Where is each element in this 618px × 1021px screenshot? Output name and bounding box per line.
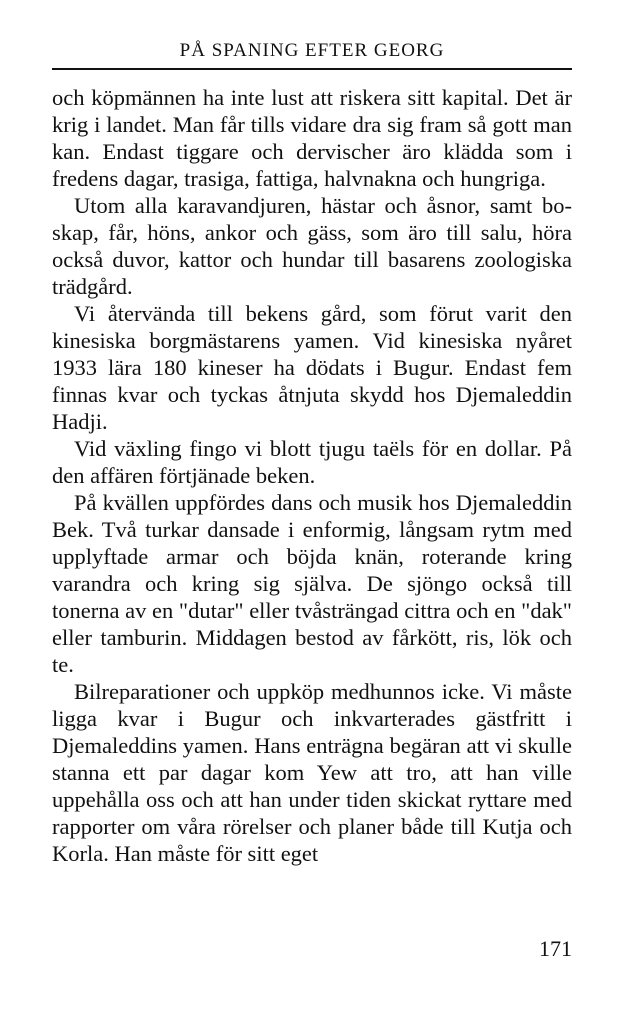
body-text xyxy=(52,84,572,867)
running-title: PÅ SPANING EFTER GEORG xyxy=(179,40,445,61)
paragraph-1: och köpmännen ha inte lust att riskera sitt kapital. Det är krig i landet. Man får tills vidare dra sig fram så gott man kan. Endast tiggare och dervischer äro klädda som i fredens dagar, trasiga, fattiga, halvnakna och hungriga. xyxy=(52,85,572,191)
paragraph-4: Vid växling fingo vi blott tjugu taëls för en dollar. På den affären förtjänade beken. xyxy=(52,436,572,488)
paragraph-6: Bilreparationer och uppköp medhunnos icke. Vi måste ligga kvar i Bugur och inkvarterades gästfritt i Djemaleddins yamen. Hans enträgna begäran att vi skulle stanna ett par dagar kom Yew att tro, att han ville uppehålla oss och att han under tiden skickat ryttare med rapporter om våra rörelser och planer både till Kutja och Korla. Han måste för sitt eget xyxy=(52,679,572,866)
paragraph-5: På kvällen uppfördes dans och musik hos Djemaleddin Bek. Två turkar dansade i enformig, långsam rytm med upplyftade armar och böjda knän, roterande kring varandra och kring sig själva. De sjöngo också till tonerna av en "dutar" eller tvåsträngad cittra och en "dak" eller tamburin. Middagen bestod av fårkött, ris, lök och te. xyxy=(52,490,572,677)
page-number: 171 xyxy=(539,936,572,961)
paragraph-2: Utom alla karavandjuren, hästar och åsnor, samt boskap, får, höns, ankor och gäss, som äro till salu, höra också duvor, kattor och hundar till basarens zoologiska trädgård. xyxy=(52,193,572,299)
header-rule xyxy=(52,68,572,70)
paragraph-3: Vi återvända till bekens gård, som förut varit den kinesiska borgmästarens yamen. Vid kinesiska nyåret 1933 lära 180 kineser ha dödats i Bugur. Endast fem finnas kvar och tyckas åtnjuta skydd hos Djemaleddin Hadji. xyxy=(52,301,572,434)
